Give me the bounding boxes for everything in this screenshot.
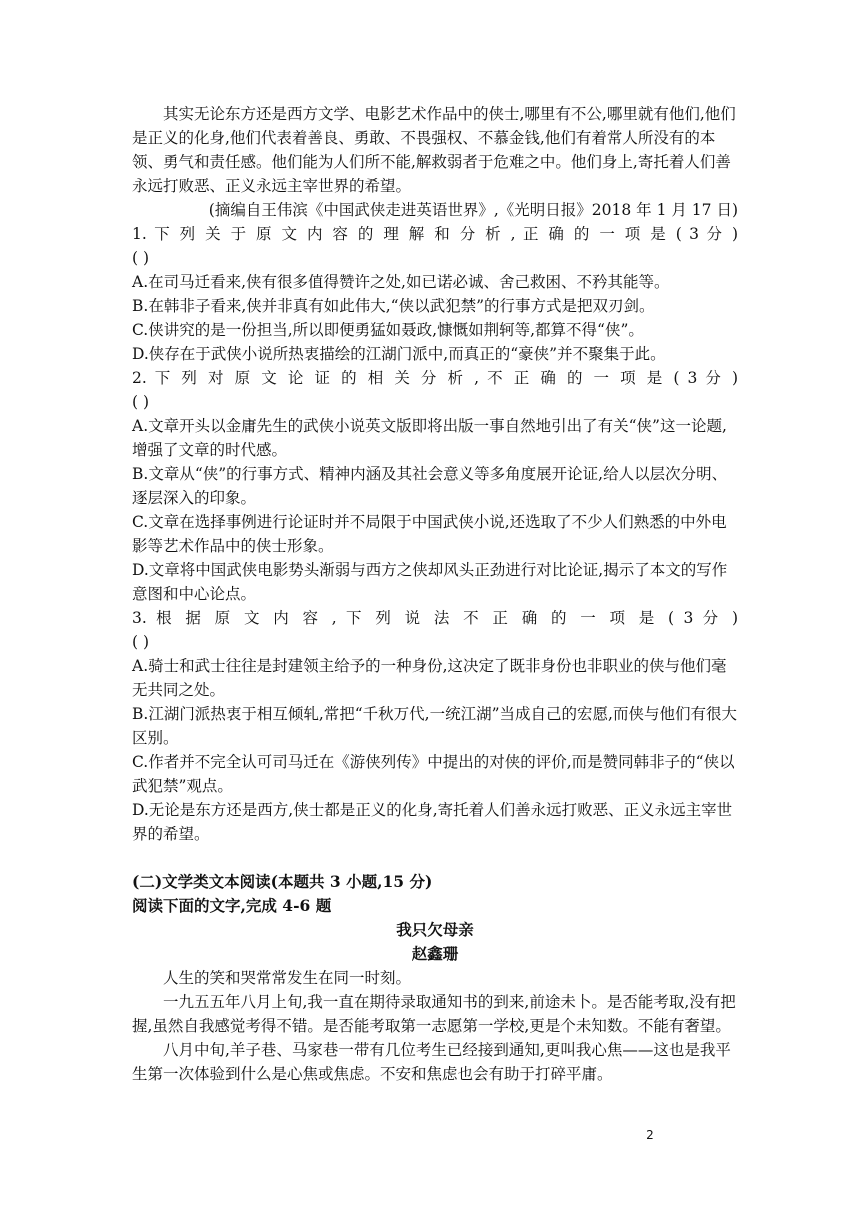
question-1-blank: ( ) [132,249,150,267]
article-paragraph: 八月中旬,羊子巷、马家巷一带有几位考生已经接到通知,更叫我心焦——这也是我平生第一次体验到什么是心焦或焦虑。不安和焦虑也会有助于打碎平庸。 [132,1041,731,1083]
question-1-option-b: B.在韩非子看来,侠并非真有如此伟大,“侠以武犯禁”的行事方式是把双刃剑。 [132,297,655,315]
question-3-option-c: C.作者并不完全认可司马迁在《游侠列传》中提出的对侠的评价,而是赞同韩非子的“侠以武犯禁”观点。 [132,753,735,795]
passage-paragraph: 其实无论东方还是西方文学、电影艺术作品中的侠士,哪里有不公,哪里就有他们,他们是正义的化身,他们代表着善良、勇敢、不畏强权、不慕金钱,他们有着常人所没有的本领、勇气和责任感。他们能为人们所不能,解救弱者于危难之中。他们身上,寄托着人们善永远打败恶、正义永远主宰世界的希望。 [132,105,736,195]
section-instruction: 阅读下面的文字,完成 4-6 题 [132,896,332,915]
question-3-option-b: B.江湖门派热衷于相互倾轧,常把“千秋万代,一统江湖”当成自己的宏愿,而侠与他们有很大区别。 [132,705,737,747]
question-1-option-d: D.侠存在于武侠小说所热衷描绘的江湖门派中,而真正的“豪侠”并不聚集于此。 [132,345,666,363]
article-paragraph: 人生的笑和哭常常发生在同一时刻。 [163,969,412,987]
question-3-option-d: D.无论是东方还是西方,侠士都是正义的化身,寄托着人们善永远打败恶、正义永远主宰世界的希望。 [132,801,733,843]
page-number: 2 [646,1128,654,1142]
question-2-blank: ( ) [132,393,150,411]
article-paragraph: 一九五五年八月上旬,我一直在期待录取通知书的到来,前途未卜。是否能考取,没有把握,虽然自我感觉考得不错。是否能考取第一志愿第一学校,更是个未知数。不能有奢望。 [132,993,736,1035]
question-2-option-b: B.文章从“侠”的行事方式、精神内涵及其社会意义等多角度展开论证,给人以层次分明、逐层深入的印象。 [132,465,728,507]
page-content [132,102,738,1086]
question-2-option-a: A.文章开头以金庸先生的武侠小说英文版即将出版一事自然地引出了有关“侠”这一论题,增强了文章的时代感。 [132,417,727,459]
question-3-blank: ( ) [132,633,150,651]
article-author: 赵鑫珊 [411,944,459,963]
section-heading: (二)文学类文本阅读(本题共 3 小题,15 分) [132,872,433,891]
question-2-stem: 2. 下 列 对 原 文 论 证 的 相 关 分 析 , 不 正 确 的 一 项 是 ( 3 分 ) [132,369,738,387]
passage-source: (摘编自王伟滨《中国武侠走进英语世界》,《光明日报》2018 年 1 月 17 日) [208,201,738,219]
question-2-option-d: D.文章将中国武侠电影势头渐弱与西方之侠却风头正劲进行对比论证,揭示了本文的写作意图和中心论点。 [132,561,728,603]
question-3-option-a: A.骑士和武士往往是封建领主给予的一种身份,这决定了既非身份也非职业的侠与他们毫无共同之处。 [132,657,727,699]
article-title: 我只欠母亲 [396,920,474,939]
question-1-stem: 1. 下 列 关 于 原 文 内 容 的 理 解 和 分 析 , 正 确 的 一 项 是 ( 3 分 ) [132,225,738,243]
question-3-stem: 3. 根 据 原 文 内 容 , 下 列 说 法 不 正 确 的 一 项 是 ( 3 分 ) [132,609,738,627]
question-1-option-a: A.在司马迁看来,侠有很多值得赞许之处,如已诺必诚、舍己救困、不矜其能等。 [132,273,670,291]
question-1-option-c: C.侠讲究的是一份担当,所以即便勇猛如聂政,慷慨如荆轲等,都算不得“侠”。 [132,321,644,339]
question-2-option-c: C.文章在选择事例进行论证时并不局限于中国武侠小说,还选取了不少人们熟悉的中外电影等艺术作品中的侠士形象。 [132,513,727,555]
section-spacer [132,846,738,870]
